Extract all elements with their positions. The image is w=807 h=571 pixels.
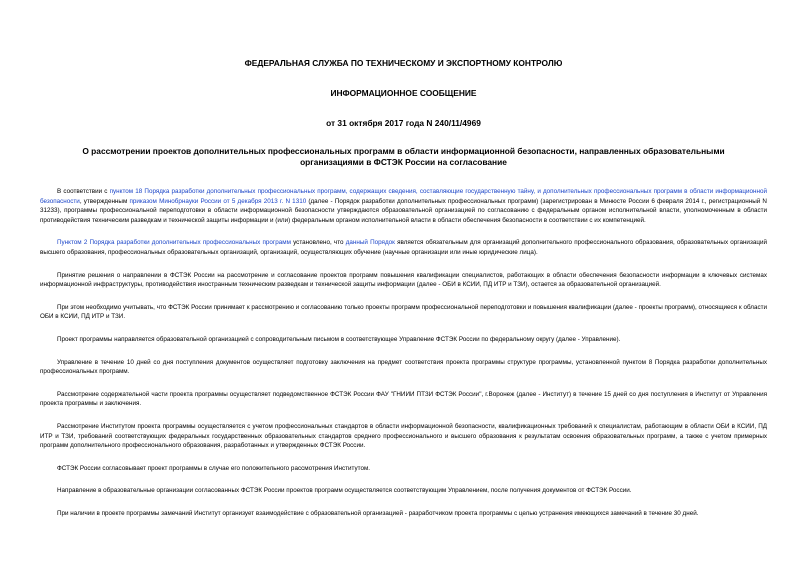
document-body [40, 187, 767, 518]
agency-name: ФЕДЕРАЛЬНАЯ СЛУЖБА ПО ТЕХНИЧЕСКОМУ И ЭКСПОРТНОМУ КОНТРОЛЮ [244, 58, 563, 68]
paragraph-1 [40, 187, 767, 225]
paragraph-4: При этом необходимо учитывать, что ФСТЭК России принимает к рассмотрению и согласованию только проекты программ профессиональной переподготовки и повышения квалификации (далее - проекты программ), относящиеся к области ОБИ в КСИИ, ПД ИТР и ТЗИ. [40, 303, 767, 321]
paragraph-8: Рассмотрение Институтом проекта программы осуществляется с учетом профессиональных стандартов в области информационной безопасности, квалификационных требований к специалистам, работающим в области ОБИ в КСИИ, ПД ИТР и ТЗИ, требований соответствующих федеральных государственных образовательных стандартов среднего профессионального и высшего образования к результатам освоения образовательных программ, а также с учетом примерных программ дополнительного профессионального образования, разработанных и утвержденных ФСТЭК России. [40, 422, 767, 450]
link-point-2-order[interactable]: Пунктом 2 Порядка разработки дополнительных профессиональных программ [57, 239, 291, 247]
document-type: ИНФОРМАЦИОННОЕ СООБЩЕНИЕ [330, 88, 477, 98]
paragraph-5: Проект программы направляется образовательной организацией с сопроводительным письмом в соответствующее Управление ФСТЭК России по федеральному округу (далее - Управление). [57, 335, 621, 343]
document-subject: О рассмотрении проектов дополнительных профессиональных программ в области информационной безопасности, направленных образовательными организациями в ФСТЭК России на согласование [82, 146, 725, 167]
link-this-order[interactable]: данный Порядок [345, 239, 395, 247]
paragraph-3: Принятие решения о направлении в ФСТЭК России на рассмотрение и согласование проектов программ повышения квалификации специалистов, работающих в области обеспечения безопасности информации в ключевых системах информационной инфраструктуры, противодействия иностранным техническим разведкам и технической защиты информации (далее - ОБИ в КСИИ, ПД ИТР и ТЗИ), остается за образовательной организацией. [40, 271, 767, 289]
paragraph-10: Направление в образовательные организации согласованных ФСТЭК России проектов программ осуществляется соответствующим Управлением, после получения документов от ФСТЭК России. [57, 487, 632, 495]
paragraph-text: является обязательным для организаций дополнительного профессионального образования, образовательных организаций высшего образования, профессиональных образовательных организаций, организаций, осуществляющих обучение (научные организации или иные юридические лица). [40, 239, 767, 256]
link-point-18-order[interactable]: пунктом 18 Порядка разработки дополнительных профессиональных программ, содержащих сведения, составляющие государственную тайну, и дополнительных профессиональных программ в области информационной безопасности [40, 188, 768, 205]
document-date-number: от 31 октября 2017 года N 240/11/4969 [326, 118, 481, 128]
paragraph-7: Рассмотрение содержательной части проекта программы осуществляет подведомственное ФСТЭК России ФАУ "ГНИИИ ПТЗИ ФСТЭК России", г.Воронеж (далее - Институт) в течение 15 дней со дня поступления в Институт от Управления проекта программы и заключения. [40, 390, 767, 408]
paragraph-text: (далее - Порядок разработки дополнительных профессиональных программ) (зарегистрирован в Минюсте России 6 февраля 2014 г., регистрационный N 31233), программы профессиональной переподготовки в области информационной безопасности утверждаются образовательной организацией по согласованию с федеральным органом исполнительной власти, уполномоченным в области противодействия техническим разведкам и технической защиты информации и (или) федеральным органом исполнительной власти в области обеспечения безопасности в соответствии с их компетенцией. [40, 197, 767, 224]
paragraph-text: установлено, что [290, 239, 346, 247]
paragraph-text: В соответствии с [57, 188, 110, 195]
paragraph-6: Управление в течение 10 дней со дня поступления документов осуществляет подготовку заключения на предмет соответствия проекта программы структуре программы, установленной пунктом 8 Порядка разработки дополнительных профессиональных программ. [40, 358, 767, 376]
paragraph-2 [40, 238, 767, 257]
link-ministry-order-1310[interactable]: приказом Минобрнауки России от 5 декабря 2013 г. N 1310 [129, 197, 307, 205]
paragraph-9: ФСТЭК России согласовывает проект программы в случае его положительного рассмотрения Институтом. [57, 464, 371, 472]
paragraph-11: При наличии в проекте программы замечаний Институт организует взаимодействие с образовательной организацией - разработчиком проекта программы с целью устранения имеющихся замечаний в течение 30 дней. [57, 509, 699, 517]
paragraph-text: , утвержденным [79, 197, 130, 205]
